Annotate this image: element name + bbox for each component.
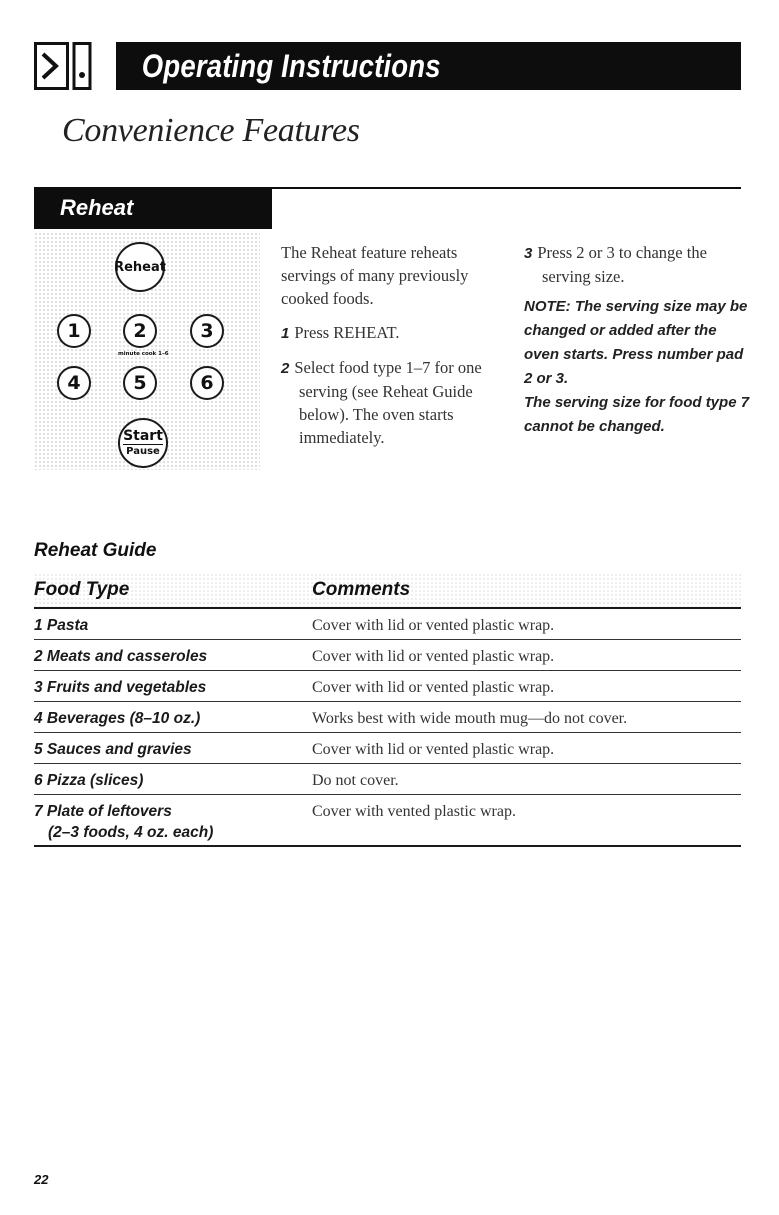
table-header [34,573,741,609]
step-text: Select food type 1–7 for one serving (see Reheat Guide below). The oven starts immediately. [294,358,482,447]
step-text: Press 2 or 3 to change the serving size. [537,243,707,286]
comment-cell: Works best with wide mouth mug—do not cover. [312,710,628,727]
number-key-label: 3 [200,320,214,342]
number-key-label: 1 [67,320,81,342]
reheat-tab-label: Reheat [60,195,134,220]
comment-cell: Do not cover. [312,772,399,789]
table-row [34,764,741,795]
number-key-label: 4 [67,372,81,394]
number-key-label: 6 [200,372,214,394]
food-type-7-note: The serving size for food type 7 cannot be changed. [524,394,750,435]
food-type-text: 7 Plate of leftovers [34,803,172,820]
table-row [34,640,741,671]
step-number: 3 [524,245,533,262]
number-key-4 [57,366,91,400]
food-type-cell [34,708,312,729]
comment-cell: Cover with vented plastic wrap. [312,803,516,820]
comment-cell: Cover with lid or vented plastic wrap. [312,648,555,665]
step-2 [281,356,506,449]
step-number: 2 [281,360,290,377]
food-type-text: 5 Sauces and gravies [34,741,192,758]
number-key-label: 2 [133,320,147,342]
section-rule [272,187,741,189]
microwave-icon [34,42,92,90]
reheat-guide-heading: Reheat Guide [34,540,157,561]
reheat-key-label: Reheat [114,259,166,275]
food-type-cell [34,615,312,636]
reheat-key [115,242,165,292]
reheat-intro: The Reheat feature reheats servings of many previously cooked foods. [281,243,469,308]
reheat-instructions [281,241,506,449]
food-type-text: 1 Pasta [34,617,89,634]
comment-cell: Cover with lid or vented plastic wrap. [312,741,555,758]
step-number: 1 [281,325,290,342]
minute-cook-label: minute cook 1–6 [118,351,169,357]
food-type-text: 6 Pizza (slices) [34,772,144,789]
start-pause-key [118,418,168,468]
serving-size-note: NOTE: The serving size may be changed or added after the oven starts. Press number pad 2 or 3. [524,298,748,387]
header-bar [116,42,741,90]
food-type-cell [34,646,312,667]
start-key-label: Start [123,428,163,444]
pause-key-label: Pause [126,446,160,457]
section-heading: Convenience Features [62,112,360,149]
number-key-2 [123,314,157,348]
table-row [34,609,741,640]
step-3 [524,241,752,288]
food-type-cell [34,770,312,791]
number-key-1 [57,314,91,348]
comment-cell: Cover with lid or vented plastic wrap. [312,617,555,634]
food-type-text: 3 Fruits and vegetables [34,679,207,696]
table-row [34,733,741,764]
reheat-guide-table [34,573,741,847]
reheat-step-3-and-note [524,241,752,439]
table-row [34,702,741,733]
food-type-subtext: (2–3 foods, 4 oz. each) [48,824,214,841]
number-key-5 [123,366,157,400]
food-type-cell [34,739,312,760]
number-key-6 [190,366,224,400]
step-text: Press REHEAT. [294,323,400,342]
reheat-tab [34,187,272,229]
food-type-cell [34,801,312,843]
food-type-cell [34,677,312,698]
keypad-illustration [34,232,260,470]
table-row [34,795,741,847]
comment-cell: Cover with lid or vented plastic wrap. [312,679,555,696]
column-header-comments: Comments [312,579,411,600]
number-key-3 [190,314,224,348]
step-1 [281,321,506,345]
page-number: 22 [34,1172,49,1187]
number-key-label: 5 [133,372,147,394]
table-row [34,671,741,702]
food-type-text: 2 Meats and casseroles [34,648,208,665]
page-title: Operating Instructions [141,47,441,84]
column-header-food-type: Food Type [34,579,130,600]
food-type-text: 4 Beverages (8–10 oz.) [34,710,201,727]
